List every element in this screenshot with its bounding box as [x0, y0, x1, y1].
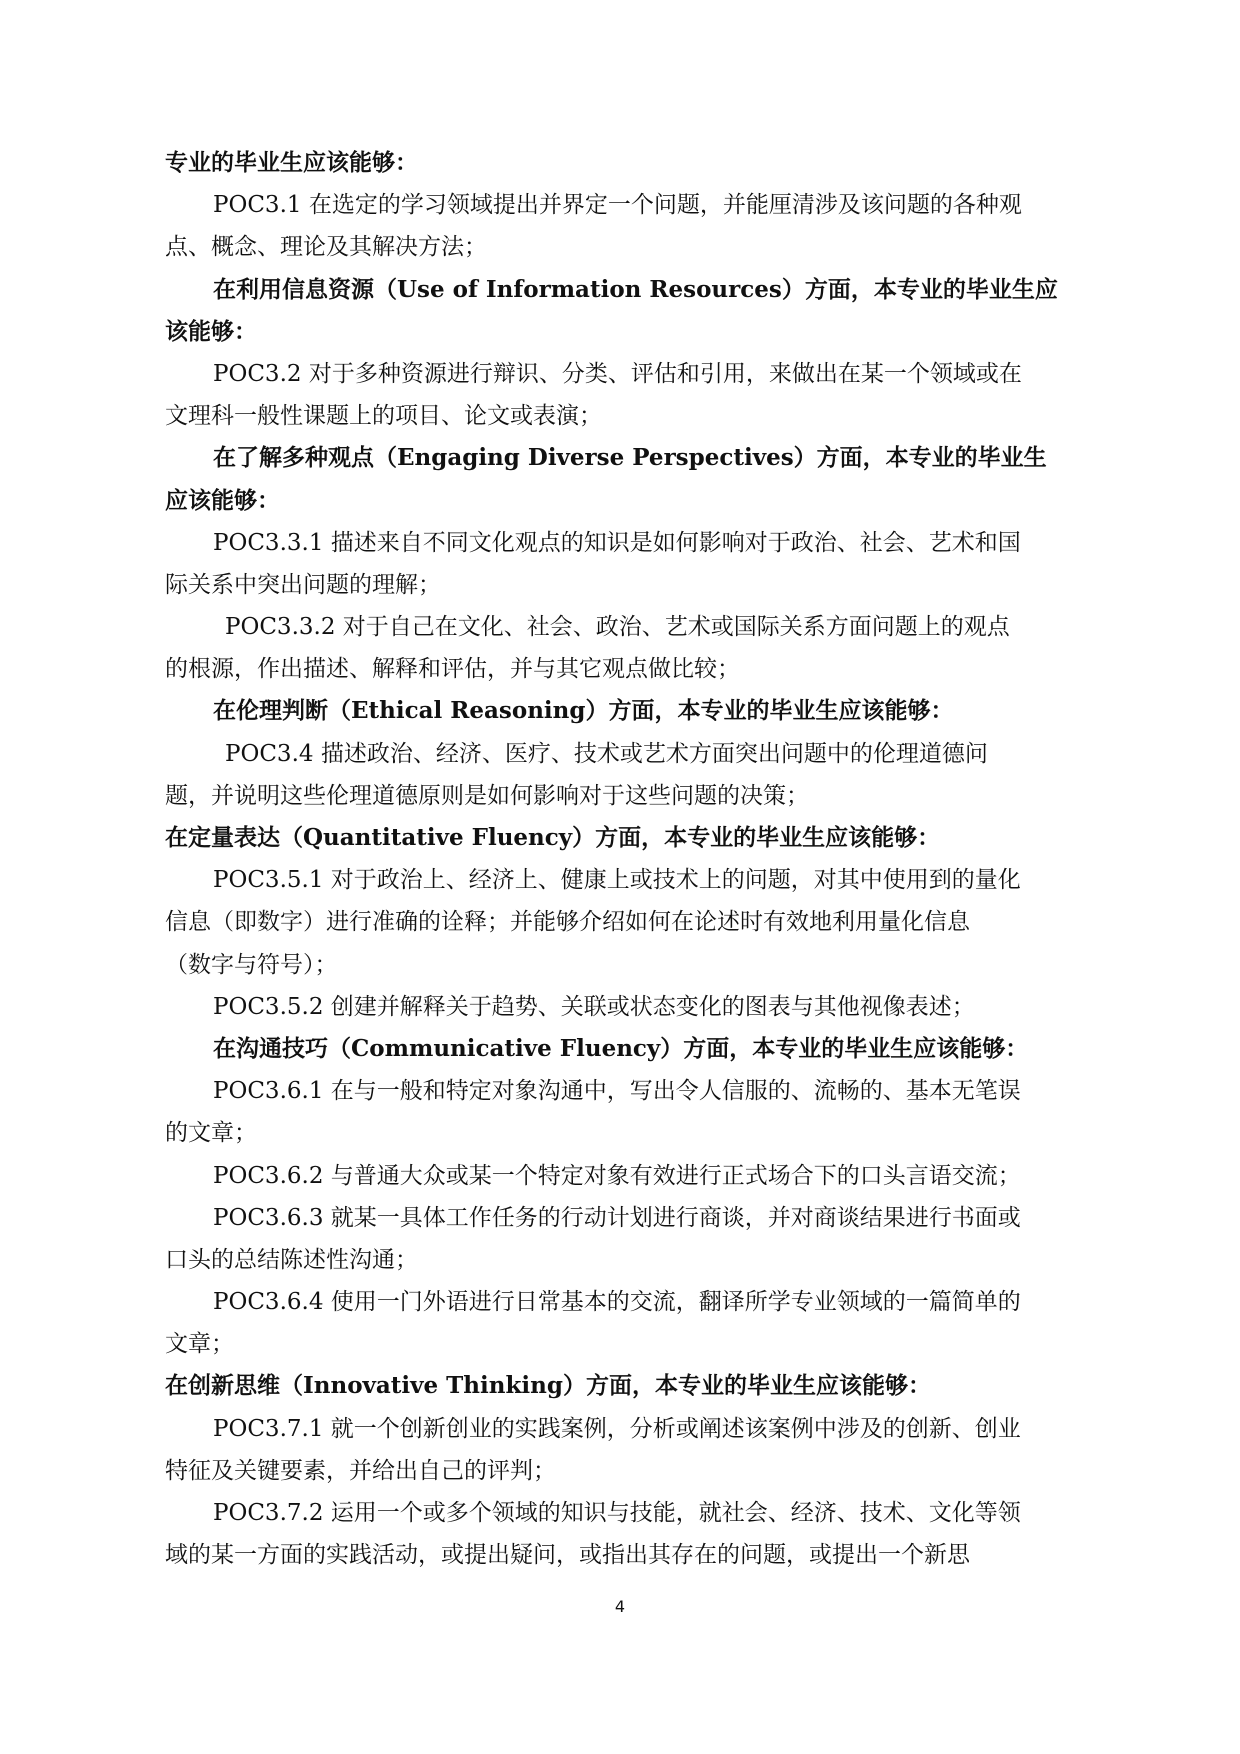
body-line: 点、概念、理论及其解决方法；	[165, 234, 487, 261]
outcome-line: POC3.3.1 描述来自不同文化观点的知识是如何影响对于政治、社会、艺术和国	[213, 529, 1021, 556]
outcome-line: POC3.7.1 就一个创新创业的实践案例，分析或阐述该案例中涉及的创新、创业	[213, 1415, 1021, 1442]
page-body	[165, 142, 1085, 1576]
body-line: 域的某一方面的实践活动，或提出疑问，或指出其存在的问题，或提出一个新思	[165, 1542, 970, 1569]
section-heading: 在创新思维（Innovative Thinking）方面，本专业的毕业生应该能够：	[165, 1372, 931, 1400]
outcome-line: POC3.2 对于多种资源进行辩识、分类、评估和引用，来做出在某一个领域或在	[213, 360, 1022, 387]
body-line: 文理科一般性课题上的项目、论文或表演；	[165, 403, 602, 430]
outcome-line: POC3.5.1 对于政治上、经济上、健康上或技术上的问题，对其中使用到的量化	[213, 867, 1021, 894]
outcome-line: POC3.6.2 与普通大众或某一个特定对象有效进行正式场合下的口头言语交流；	[213, 1162, 1021, 1189]
page-number: 4	[614, 1597, 626, 1616]
outcome-line: POC3.4 描述政治、经济、医疗、技术或艺术方面突出问题中的伦理道德问	[225, 740, 988, 767]
section-heading: 在了解多种观点（Engaging Diverse Perspectives）方面，本专业的毕业生	[213, 444, 1047, 472]
body-line: 特征及关键要素，并给出自己的评判；	[165, 1457, 556, 1484]
outcome-line: POC3.6.4 使用一门外语进行日常基本的交流，翻译所学专业领域的一篇简单的	[213, 1289, 1021, 1316]
section-heading: 专业的毕业生应该能够：	[165, 149, 418, 176]
body-line: 题，并说明这些伦理道德原则是如何影响对于这些问题的决策；	[165, 782, 809, 809]
body-line: 际关系中突出问题的理解；	[165, 571, 441, 598]
outcome-line: POC3.1 在选定的学习领域提出并界定一个问题，并能厘清涉及该问题的各种观	[213, 192, 1022, 219]
body-line: 文章；	[165, 1331, 234, 1358]
outcome-line: POC3.6.1 在与一般和特定对象沟通中，写出令人信服的、流畅的、基本无笔误	[213, 1078, 1021, 1105]
outcome-line: POC3.5.2 创建并解释关于趋势、关联或状态变化的图表与其他视像表述；	[213, 993, 975, 1020]
body-line: （数字与符号）；	[165, 951, 338, 978]
body-line: 的根源，作出描述、解释和评估，并与其它观点做比较；	[165, 656, 740, 683]
section-heading: 在利用信息资源（Use of Information Resources）方面，本专业的毕业生应	[213, 275, 1058, 303]
section-heading: 该能够：	[165, 317, 257, 345]
outcome-line: POC3.3.2 对于自己在文化、社会、政治、艺术或国际关系方面问题上的观点	[225, 614, 1010, 641]
outcome-line: POC3.7.2 运用一个或多个领域的知识与技能，就社会、经济、技术、文化等领	[213, 1500, 1021, 1526]
section-heading: 在定量表达（Quantitative Fluency）方面，本专业的毕业生应该能够：	[165, 824, 941, 851]
section-heading: 在沟通技巧（Communicative Fluency）方面，本专业的毕业生应该能够：	[213, 1034, 1029, 1062]
section-heading: 应该能够：	[165, 486, 280, 514]
section-heading: 在伦理判断（Ethical Reasoning）方面，本专业的毕业生应该能够：	[213, 697, 954, 725]
outcome-line: POC3.6.3 就某一具体工作任务的行动计划进行商谈，并对商谈结果进行书面或	[213, 1204, 1021, 1231]
body-line: 信息（即数字）进行准确的诠释；并能够介绍如何在论述时有效地利用量化信息	[165, 909, 970, 936]
body-line: 口头的总结陈述性沟通；	[165, 1246, 418, 1273]
body-line: 的文章；	[165, 1120, 257, 1147]
